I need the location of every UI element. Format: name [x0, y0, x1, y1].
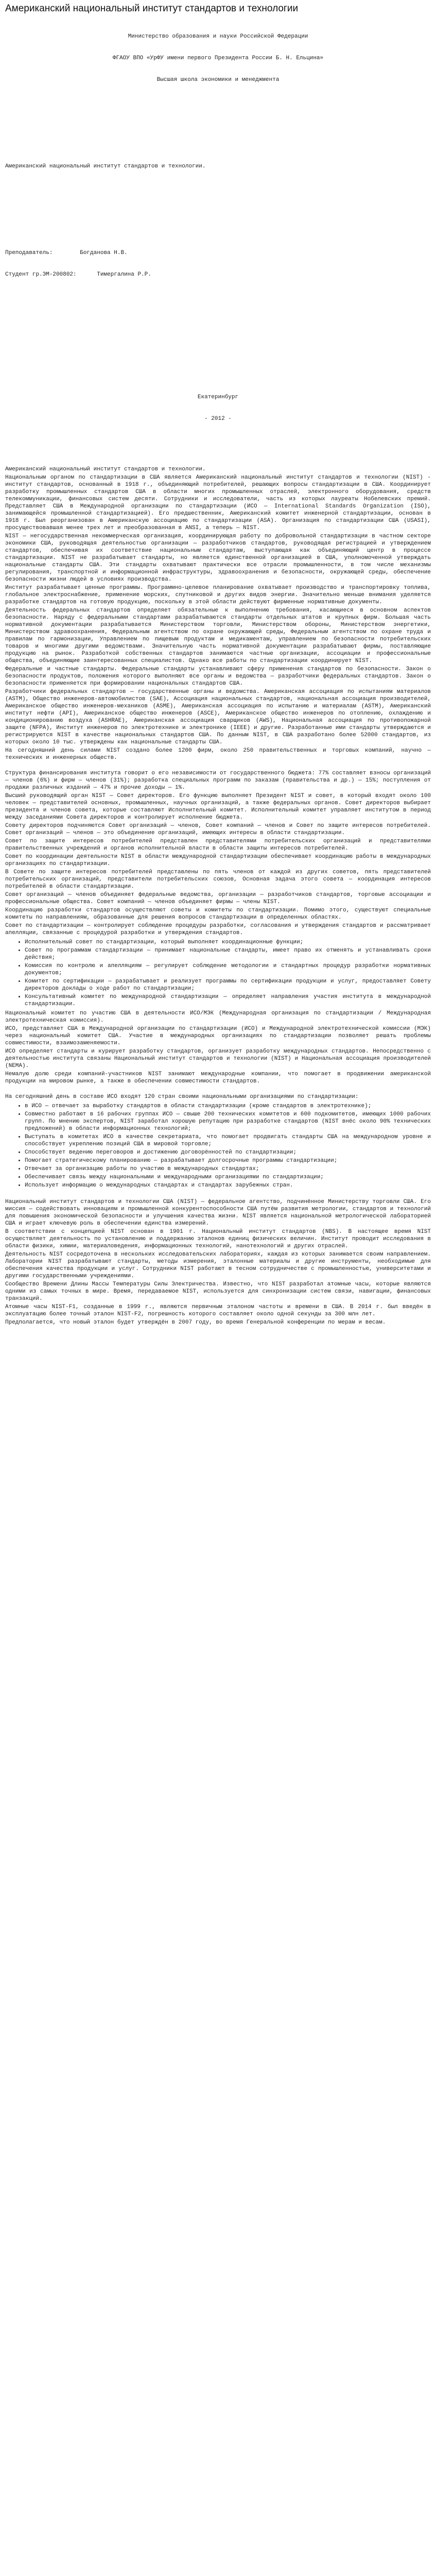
paragraph: Предполагается, что новый эталон будет утверждён в 2007 году, во время Генеральной конференции по мерам и весам.	[5, 1319, 386, 1326]
list-item: • Помогает стратегическому планированию — разрабатывает долгосрочные программы стандартизации;	[25, 1157, 431, 1164]
ministry-text: Министерство образования и науки Российской Федерации	[128, 33, 308, 40]
paragraph: На сегодняшний день в составе ИСО входят 120 стран своими национальными организациями по стандартизации:	[5, 1093, 359, 1100]
student-name: Тимергалина Р.Р.	[97, 271, 151, 278]
page	[0, 3, 436, 1337]
paragraph: Сообщество Времени Длины Массы Температуры Силы Электричества. Известно, что NIST разработал атомные часы, которые являются одними из самых точных в мире. Время, передаваемое NIST, используется для синхронизации систем связи, навигации, финансовых транзакций.	[5, 1281, 431, 1302]
paragraph: Высший руководящий орган NIST — Совет директоров. Его функцию выполняет Президент NIST и совет, в который входят около 100 человек — представителей основных, промышленных, научных организаций, а также федеральных органов. Совет директоров выбирает президента и членов совета, которые составляют Исполнительный комитет. Исполнительный комитет управляет институтом в период между заседаниями Совета директоров и контролирует исполнение бюджета.	[5, 792, 431, 821]
paragraph: Национальным органом по стандартизации в США является Американский национальный институт стандартов и технологии (NIST) - институт стандартов, основанный в 1918 г., объединяющий потребителей, решающих вопросы стандартизации в США. Координирует разработку промышленных стандартов США в области многих промышленных отраслей, электронного оборудования, средств телекоммуникации, финансовых систем десяти. Сотрудники и исследователи, часть из которых лауреаты Нобелевских премий. Представляет США в Международной организации по стандартизации (ИСО — International Standards Organization (ISO), занимающейся промышленной стандартизацией). Его предшественник, Американский комитет инженерной стандартизации, основан в 1918 г. Был реорганизован в Американскую ассоциацию по стандартизации (ASA). Организация по стандартизации США (USASI), просуществовавшая менее трех лет и преобразованная в ANSI, а теперь — NIST.	[5, 474, 431, 531]
paragraph: Американский национальный институт стандартов и технологии.	[5, 466, 206, 472]
title-page	[5, 19, 431, 466]
section-5	[5, 1198, 431, 1326]
city-text: Екатеринбург	[197, 394, 239, 400]
year-text: - 2012 -	[204, 415, 232, 422]
report-title: Американский национальный институт стандартов и технологии.	[5, 163, 206, 170]
section-2	[5, 770, 431, 937]
list-item: • Использует информацию о международных стандартах и стандартах зарубежных стран.	[25, 1182, 431, 1189]
list-item: • Отвечает за организацию работы по участию в международных стандартах;	[25, 1165, 431, 1173]
list-item: • Консультативный комитет по международной стандартизации — определяет направления участия института в международной стандартизации.	[25, 993, 431, 1008]
paragraph: ИСО, представляет США в Международной организации по стандартизации (ИСО) и Международной электротехнической комиссии (МЭК) через национальный комитет США. Участие в международных организациях по стандартизации позволяет решать проблемы совместимости, взаимозаменяемости.	[5, 1025, 431, 1046]
paragraph: Разработчики федеральных стандартов — государственные органы и ведомства. Американская ассоциация по испытаниям материалов (ASTM), Общество инженеров-автомобилистов (SAE), Ассоциация национальных стандартов, национальная ассоциация производителей, Американское общество инженеров-механиков (ASME), Американская ассоциация по испытанию и материалам (ASTM), Американский институт нефти (API), Американское общество инженеров (ASCE), Американское общество инженеров по отоплению, охлаждению и кондиционированию воздуха (ASHRAE), Американская ассоциация сварщиков (AWS), Национальная ассоциация по противопожарной защите (NFPA), Институт инженеров по электротехнике и электронике (IEEE) и другие. Разработанные ими стандарты утверждаются и регистрируются NIST в качестве национальных стандартов США. По данным NIST, в США разработано более 52000 стандартов, из которых около 10 тыс. утверждены как национальные стандарты США.	[5, 688, 431, 745]
bullet-list-1	[5, 939, 431, 1008]
list-item: • Совместно работают в 16 рабочих группах ИСО — свыше 200 технических комитетов и 600 подкомитетов, имеющих 1000 рабочих групп. По мнению экспертов, NIST заработал хорошую репутацию при разработке стандартов (NIST внёс около 90% технических предложений) в области информационных технологий;	[25, 1111, 431, 1132]
paragraph: Совет организаций — членов объединяет федеральные ведомства, организации — разработчиков стандартов, торговые ассоциации и профессиональные общества. Совет компаний — членов объединяет фирмы — члены NIST.	[5, 891, 431, 905]
teacher-name: Богданова Н.В.	[80, 249, 128, 256]
list-item: • Комитет по сертификации — разрабатывает и реализует программы по сертификации продукции и услуг, предоставляет Совету директоров доклады о ходе работ по стандартизации;	[25, 978, 431, 992]
list-item: • Способствует ведению переговоров и достижению договорённостей по стандартизации;	[25, 1149, 431, 1156]
paragraph: Федеральные и частные стандарты. Федеральные стандарты устанавливают сферу применения стандартов по безопасности. Закон о безопасности продуктов, положения которого выполняют все органы и ведомства — разработчики федеральных стандартов. Закон о безопасности применяется при формировании национальных стандартов США.	[5, 666, 431, 687]
list-item: • Комиссия по контролю и апелляциям — регулирует соблюдение методологии и стандартных процедур разработки нормативных документов;	[25, 962, 431, 977]
school-text: Высшая школа экономики и менеджмента	[156, 76, 280, 83]
year-value: 2012	[211, 415, 225, 422]
bullet-list-2	[5, 1103, 431, 1189]
section-1	[5, 466, 431, 761]
paragraph: В Совете по защите интересов потребителей представлены по пять членов от каждой из других советов, пять представителей потребительских организаций, представители потребительских союзов, Основная задача этого совета — координация интересов потребителей в области стандартизации.	[5, 869, 431, 890]
paragraph: NIST — негосударственная некоммерческая организация, координирующая работу по добровольной стандартизации в частном секторе экономики США, руководящая деятельностью организации — разработчиков стандартов, руководящая регистрацией и утверждением стандартов, обеспечивая их соответствие национальным стандартам, выступающая как объединяющий центр в процессе стандартизации. NIST не разрабатывает стандарты, но является единственной организацией в США, уполномоченной утверждать национальные стандарты США. Эти стандарты охватывают практически все отрасли промышленности, в том числе механизмы регулирования, транспортной и информационной инфраструктуры, здравоохранения и безопасности, окружающей среды, обеспечение безопасности жизни людей в условиях производства.	[5, 533, 431, 583]
student-line	[5, 271, 431, 278]
paragraph: Атомные часы NIST-F1, созданные в 1999 г., являются первичным эталоном частоты и времени в США. В 2014 г. был введён в эксплуатацию более точный эталон NIST-F2, погрешность которого составляет около одной секунды за 300 млн лет.	[5, 1303, 431, 1317]
paragraph: Национальный институт стандартов и технологии США (NIST) — федеральное агентство, подчинённое Министерству торговли США. Его миссия — содействовать инновациям и промышленной конкурентоспособности США путём развития метрологии, стандартов и технологий для повышения экономической безопасности и улучшения качества жизни. NIST является национальной метрологической лабораторией США и играет ключевую роль в обеспечении единства измерений.	[5, 1198, 431, 1227]
paragraph: Совет по координации деятельности NIST в области международной стандартизации обеспечивает координацию работы в международных организациях по стандартизации.	[5, 853, 431, 867]
paragraph: Структура финансирования института говорит о его независимости от государственного бюджета: 77% составляет взносы организаций — членов (6%) и фирм — членов (31%); разработка специальных программ по заказам (правительства и др.) — 15%; поступления от продажи различных изданий — 47% и прочие доходы — 1%.	[5, 770, 431, 791]
student-label: Студент гр.ЭМ-200802:	[5, 271, 77, 278]
paragraph: Деятельность федеральных стандартов определяет обязательные к выполнению требования, касающиеся в основном аспектов безопасности. Наряду с федеральными стандартами разрабатываются стандарты отдельных штатов и крупных фирм. Большая часть нормативной документации разрабатывается Министерством торговли, Министерством обороны, Министерством энергетики, Министерством здравоохранения, Федеральным агентством по охране окружающей среды, Федеральным агентством по охране труда и правилам по гармонизации, Управлением по пищевым продуктам и медикаментам, управлением по безопасности потребительских товаров и многими другими ведомствами. Значительную часть нормативной документации разрабатывают фирмы, поставляющие продукцию на рынок. Разработкой собственных стандартов занимаются частные организации, ассоциации и профессиональные общества, объединяющие заинтересованных специалистов. Однако все работы по стандартизации координирует NIST.	[5, 607, 431, 664]
section-4	[5, 1093, 431, 1100]
teacher-label: Преподаватель:	[5, 249, 53, 256]
paragraph: Национальный комитет по участию США в деятельности ИСО/МЭК (Международная организация по стандартизации / Международная электротехническая комиссия).	[5, 1010, 431, 1024]
paragraph: Совету директоров подчиняются Совет организаций — членов, Совет компаний — членов и Совет по защите интересов потребителей. Совет организаций — членов — это объединение организаций, имеющих интересы в области стандартизации.	[5, 822, 431, 836]
paragraph: Институт разрабатывает ценные программы. Программно-целевое планирование охватывает производство и транспортировку топлива, глобальное электроснабжение, применение морских, спутниковой и других видов энергии. Значительно меньше внимания уделяется разработке стандартов на готовую продукцию, поскольку в этой области действуют фирменные нормативные документы.	[5, 584, 431, 605]
teacher-line	[5, 249, 431, 257]
institution-text: ФГАОУ ВПО «УрФУ имени первого Президента России Б. Н. Ельцина»	[112, 55, 324, 61]
page-title: Американский национальный институт стандартов и технологии	[5, 3, 299, 14]
paragraph: На сегодняшний день силами NIST создано более 1200 фирм, около 250 правительственных и торговых компаний, научно — технических и инженерных обществ.	[5, 747, 431, 761]
section-3	[5, 1010, 431, 1085]
paragraph: В соответствии с концепцией NIST основан в 1901 г. Национальный институт стандартов (NBS). В настоящее время NIST осуществляет деятельность по установлению и поддержанию эталонов единиц физических величин. Институт проводит исследования в области физики, химии, материаловедения, информационных технологий, нанотехнологий и других отраслей.	[5, 1228, 431, 1249]
paragraph: Немалую долю среди компаний-участников NIST занимают международные компании, что помогает в продвижении американской продукции на мировом рынке, а также в обеспечении совместимости стандартов.	[5, 1071, 431, 1084]
paragraph: Координацию разработки стандартов осуществляют советы и комитеты по стандартизации. Помимо этого, существуют специальные комитеты по направлениям, образованные для решения вопросов стандартизации в определенных областях.	[5, 907, 431, 921]
list-item: • в ИСО — отвечает за выработку стандартов в области стандартизации (кроме стандартов в электротехнике);	[25, 1103, 431, 1110]
list-item: • Совет по программам стандартизации — принимает национальные стандарты, имеет право их отменять и устанавливать сроки действия;	[25, 947, 431, 961]
paragraph: Совет по защите интересов потребителей представлен представителями потребительских организаций и представителями правительственных учреждений и органов исполнительной власти в области защиты интересов потребителей.	[5, 838, 431, 852]
paragraph: ИСО определяет стандарты и курирует разработку стандартов, организует разработку международных стандартов. Непосредственно с деятельностью института связаны Национальный институт стандартов и технологии (NIST) и Национальная ассоциация производителей (NEMA).	[5, 1048, 431, 1069]
paragraph: Деятельность NIST сосредоточена в нескольких исследовательских лабораториях, каждая из которых занимается своим направлением. Лаборатории NIST разрабатывают стандарты, методы измерения, эталонные материалы и другие инструменты, необходимые для обеспечения качества продукции и услуг. Сотрудники NIST работают в тесном сотрудничестве с промышленностью, университетами и другими государственными учреждениями.	[5, 1251, 431, 1279]
list-item: • Выступать в комитетах ИСО в качестве секретариата, что помогает продвигать стандарты США на международном уровне и способствует укреплению позиций США в мировой торговле;	[25, 1133, 431, 1148]
paragraph: Совет по стандартизации — контролирует соблюдение процедуры разработки, согласования и утверждения стандартов и рассматривает апелляции, связанные с процедурой разработки и утверждения стандартов.	[5, 922, 431, 936]
list-item: • Обеспечивает связь между национальными и международными организациями по стандартизации;	[25, 1174, 431, 1181]
list-item: • Исполнительный совет по стандартизации, который выполняет координационные функции;	[25, 939, 431, 946]
